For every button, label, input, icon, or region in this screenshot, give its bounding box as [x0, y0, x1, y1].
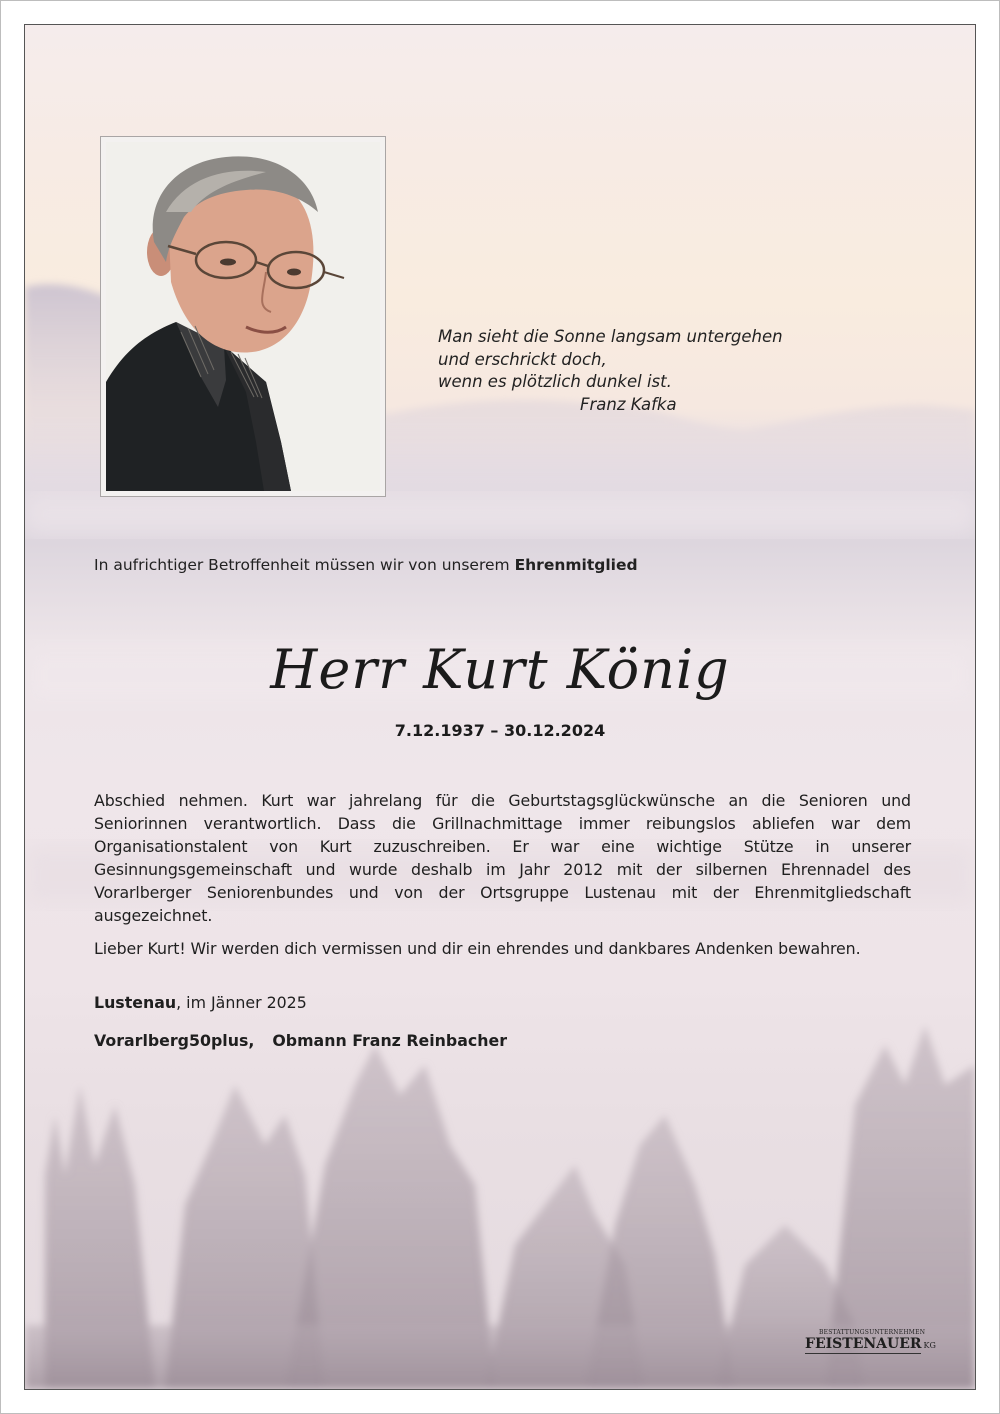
- quote-line-2: und erschrickt doch,: [438, 349, 607, 369]
- quote-author: Franz Kafka: [580, 394, 677, 414]
- logo-tagline: BESTATTUNGSUNTERNEHMEN: [819, 1329, 926, 1336]
- body-paragraph-2: Lieber Kurt! Wir werden dich vermissen und dir ein ehrendes und dankbares Andenken bewahren.: [94, 939, 861, 958]
- obituary-card: [24, 24, 976, 1390]
- quote-line-1: Man sieht die Sonne langsam untergehen: [438, 327, 783, 346]
- intro-line: [94, 556, 914, 574]
- portrait-frame: [100, 136, 386, 497]
- place-city: Lustenau: [94, 993, 177, 1012]
- portrait-illustration: [106, 142, 380, 491]
- quote-line-3: wenn es plötzlich dunkel ist.: [438, 372, 672, 391]
- place-date: , im Jänner 2025: [176, 993, 307, 1012]
- obituary-body: [94, 789, 911, 970]
- signature-person: Obmann Franz Reinbacher: [272, 1031, 507, 1050]
- portrait-photo: [106, 142, 380, 491]
- intro-text: In aufrichtiger Betroffenheit müssen wir von unserem: [94, 556, 515, 574]
- logo-suffix: KG: [923, 1341, 936, 1350]
- logo-name: [805, 1336, 936, 1352]
- body-paragraph-1: Abschied nehmen. Kurt war jahrelang für die Geburtstagsglückwünsche an die Senioren und Seniorinnen verantwortlich. Dass die Grillnachmittage immer reibungslos abliefen war dem Organisationstalent von Kurt zuzuschreiben. Er war eine wichtige Stütze in unserer Gesinnungsgemeinschaft und wurde deshalb im Jahr 2012 mit der silbernen Ehrennadel des Vorarlberger Seniorenbundes und von der Ortsgruppe Lustenau mit der Ehrenmitgliedschaft ausgezeichnet.: [94, 791, 911, 925]
- signature-line: [94, 1031, 507, 1050]
- signature-organisation: Vorarlberg50plus,: [94, 1031, 255, 1050]
- intro-emphasis: Ehrenmitglied: [514, 556, 638, 574]
- memorial-quote: [438, 326, 858, 416]
- life-dates: 7.12.1937 – 30.12.2024: [394, 721, 606, 740]
- logo-rule: [805, 1353, 921, 1354]
- place-date-line: [94, 993, 307, 1012]
- deceased-name: Herr Kurt König: [270, 638, 730, 701]
- funeral-home-logo: [805, 1329, 936, 1355]
- logo-name-text: FEISTENAUER: [805, 1336, 922, 1352]
